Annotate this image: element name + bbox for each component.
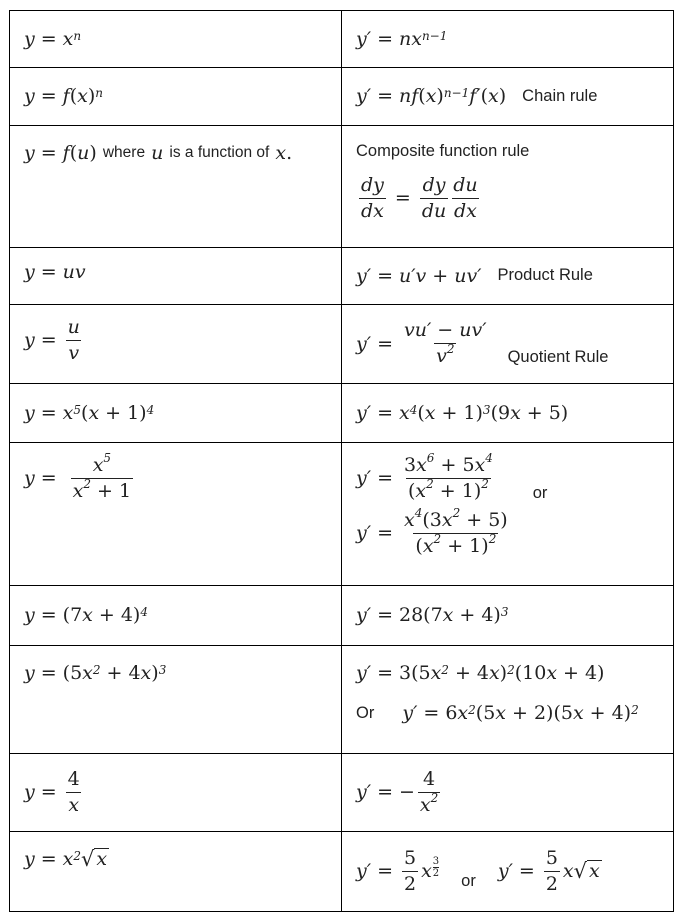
- function-cell: [10, 248, 342, 305]
- rule-name: Quotient Rule: [507, 348, 609, 366]
- derivative-cell: [342, 305, 674, 384]
- function-cell: [10, 68, 342, 126]
- rule-name: Composite function rule: [356, 142, 530, 160]
- function-expression: y = $\frac{x^5}{x^2 + 1}$: [24, 451, 132, 502]
- table-row: [10, 11, 674, 68]
- derivative-expression: y′ = nx $^{n-1}$: [356, 27, 448, 50]
- function-expression: y = (5 x $^2$ + 4 x ) $^3$: [24, 662, 167, 684]
- derivative-expression: y′ = 3(5 x $^2$ + 4 x ) $^2$ (10 x + 4): [356, 662, 605, 684]
- table-row: [10, 646, 674, 754]
- derivative-cell: [342, 248, 674, 305]
- function-cell: [10, 586, 342, 646]
- table-row: [10, 384, 674, 443]
- derivative-expression: y′ = x $^4$ ( x + 1) $^3$ (9 x + 5): [356, 401, 569, 424]
- or-label: or: [532, 484, 548, 503]
- function-expression: y = x $^2$ √ x: [24, 846, 108, 871]
- derivative-cell: [342, 384, 674, 443]
- derivative-cell: [342, 646, 674, 754]
- table-row: [10, 586, 674, 646]
- function-expression: y = f ( u ) where u is a function of x .: [24, 142, 293, 164]
- derivative-cell: [342, 754, 674, 832]
- function-cell: [10, 305, 342, 384]
- table-row: [10, 68, 674, 126]
- table-row: [10, 754, 674, 832]
- or-label: or: [461, 871, 476, 890]
- function-cell: [10, 646, 342, 754]
- function-cell: [10, 443, 342, 586]
- derivative-expression: $\frac{dy}{dx}$ = $\frac{dy}{du}$ $\frac{du}{dx}$: [361, 174, 478, 222]
- derivative-expression: y′ = u′v + uv′ Product Rule: [356, 264, 593, 287]
- derivative-expression: y′ = − $\frac{4}{x^2}$: [356, 767, 439, 816]
- function-cell: [10, 126, 342, 248]
- table-row: [10, 305, 674, 384]
- rule-name: Product Rule: [497, 266, 593, 284]
- derivative-expression: y′ = $\frac{5}{2}$ x $\frac{3}{2}$ or y′ = $\frac{5}{2}$ x √ x: [356, 846, 600, 895]
- rule-name: Chain rule: [522, 86, 598, 105]
- derivative-expression: y′ = $\frac{3x^6 + 5x^4}{(x^2 + 1)^2}$: [356, 451, 493, 502]
- function-expression: y = uv: [24, 261, 86, 283]
- derivative-expression: y′ = $\frac{vu' - uv'}{v^2}$ Quotient Rule: [356, 319, 609, 367]
- derivative-cell: [342, 443, 674, 586]
- function-expression: y = $\frac{u}{v}$: [24, 315, 80, 364]
- function-cell: [10, 11, 342, 68]
- derivative-cell: [342, 586, 674, 646]
- derivative-cell: [342, 11, 674, 68]
- function-expression: y = $\frac{4}{x}$: [24, 767, 80, 816]
- function-expression: y = (7 x + 4) $^4$: [24, 604, 148, 626]
- table-row: [10, 248, 674, 305]
- table-row: [10, 126, 674, 248]
- derivative-cell: [342, 68, 674, 126]
- derivative-expression: y′ = nf ( x ) $^{n-1}$ f′ ( x ) Chain rule: [356, 85, 598, 107]
- derivative-cell: [342, 832, 674, 912]
- function-cell: [10, 754, 342, 832]
- function-cell: [10, 832, 342, 912]
- function-expression: y = f ( x ) $^n$: [24, 85, 103, 107]
- table-row: [10, 443, 674, 586]
- function-cell: [10, 384, 342, 443]
- or-label: Or: [356, 703, 375, 722]
- function-expression: y = x $^5$ ( x + 1) $^4$: [24, 401, 155, 424]
- derivative-expression-alt: y′ = $\frac{x^4(3x^2 + 5)}{(x^2 + 1)^2}$: [356, 505, 508, 557]
- function-expression: y = x $^n$: [24, 27, 82, 50]
- derivative-expression-alt: Or y′ = 6 x $^2$ (5 x + 2)(5 x + 4) $^2$: [356, 702, 639, 724]
- table-row: [10, 832, 674, 912]
- derivative-cell: [342, 126, 674, 248]
- derivative-expression: y′ = 28(7 x + 4) $^3$: [356, 604, 509, 626]
- derivative-rules-table: [9, 10, 674, 912]
